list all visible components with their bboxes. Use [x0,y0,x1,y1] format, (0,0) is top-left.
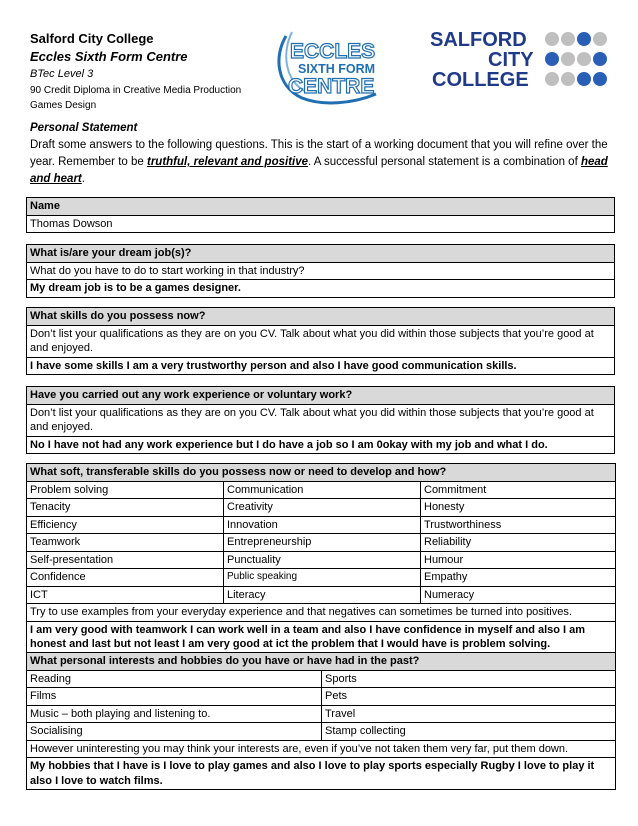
skill-row [27,569,616,587]
hobby-row [27,688,616,706]
pathway-title: Games Design [30,100,97,111]
skill-cell: Entrepreneurship [224,534,421,552]
course-level: BTec Level 3 [30,68,94,80]
skill-cell: Commitment [421,481,616,499]
skills-table [26,307,615,375]
skill-cell: ICT [27,586,224,604]
skill-cell: Creativity [224,499,421,517]
skill-cell: Punctuality [224,551,421,569]
salford-logo-line1: SALFORD [430,29,527,51]
personal-statement-title: Personal Statement [30,122,138,134]
name-heading: Name [27,198,615,216]
skills-prompt: Don’t list your qualifications as they are on you CV. Talk about what you did within those subjects that you’re good at and enjoyed. [27,325,615,357]
soft-skills-table [26,463,616,654]
hobby-cell: Reading [27,670,322,688]
dream-job-prompt: What do you have to do to start working in that industry? [27,262,615,280]
hobbies-heading: What personal interests and hobbies do you have or have had in the past? [27,653,616,671]
skills-heading: What skills do you possess now? [27,308,615,326]
skill-row [27,586,616,604]
skill-cell: Humour [421,551,616,569]
dream-job-answer[interactable]: My dream job is to be a games designer. [27,280,615,298]
ps-emphasis-1: truthful, relevant and positive [146,156,309,168]
eccles-logo-line1: ECCLES [290,40,376,63]
dream-job-table [26,244,615,298]
hobby-cell: Stamp collecting [322,723,616,741]
hobby-cell: Socialising [27,723,322,741]
hobby-cell: Pets [322,688,616,706]
hobbies-answer[interactable]: My hobbies that I have is I love to play games and also I love to play sports especially Rugby I love to play it also I love to watch films. [27,758,616,790]
skill-cell: Teamwork [27,534,224,552]
soft-skills-answer[interactable]: I am very good with teamwork I can work well in a team and also I have confidence in myself and also I am honest and last but not least I am very good at ict the problem that I would have is problem solving. [27,621,616,653]
eccles-logo-line3: CENTRE [288,75,375,98]
hobby-cell: Sports [322,670,616,688]
ps-emphasis-2: head and heart [30,156,608,185]
ps-text-a: Draft some answers to the following questions. This is the start of a working document that you will refine over the year. Remember to be [30,139,608,168]
work-experience-answer[interactable]: No I have not had any work experience but I do have a job so I am 0okay with my job and what I do. [27,436,615,454]
soft-skills-prompt: Try to use examples from your everyday experience and that negatives can sometimes be turned into positives. [27,604,616,622]
dream-job-heading: What is/are your dream job(s)? [27,245,615,263]
hobby-row [27,670,616,688]
skill-cell: Honesty [421,499,616,517]
eccles-logo-line2: SIXTH FORM [298,62,376,76]
salford-logo-line3: COLLEGE [432,69,529,91]
skill-cell: Innovation [224,516,421,534]
skill-cell: Numeracy [421,586,616,604]
work-experience-table [26,386,615,454]
hobby-row [27,705,616,723]
ps-text-b: . A successful personal statement is a combination of [308,156,581,168]
skill-cell: Reliability [421,534,616,552]
hobbies-prompt: However uninteresting you may think your interests are, even if you’ve not taken them very far, put them down. [27,740,616,758]
skill-cell: Empathy [421,569,616,587]
skill-cell: Communication [224,481,421,499]
name-value[interactable]: Thomas Dowson [27,215,615,233]
skills-answer[interactable]: I have some skills I am a very trustworthy person and also I have good communication skills. [27,357,615,375]
diploma-title: 90 Credit Diploma in Creative Media Production [30,85,242,96]
ps-text-c: . [81,173,85,185]
hobby-cell: Travel [322,705,616,723]
skill-cell: Self-presentation [27,551,224,569]
work-experience-prompt: Don’t list your qualifications as they are on you CV. Talk about what you did within those subjects that you’re good at and enjoyed. [27,404,615,436]
hobby-cell: Films [27,688,322,706]
eccles-logo [272,26,384,106]
skill-cell: Tenacity [27,499,224,517]
hobby-row [27,723,616,741]
skill-cell: Problem solving [27,481,224,499]
soft-skills-heading: What soft, transferable skills do you possess now or need to develop and how? [27,464,616,482]
skill-cell: Confidence [27,569,224,587]
name-table [26,197,615,233]
college-name: Salford City College [30,31,154,46]
salford-logo-line2: CITY [488,49,534,71]
personal-statement-text [30,137,610,188]
work-experience-heading: Have you carried out any work experience or voluntary work? [27,387,615,405]
personal-statement-intro [30,120,610,188]
skill-cell: Public speaking [224,569,421,587]
skill-row [27,534,616,552]
skill-row [27,481,616,499]
skill-row [27,499,616,517]
hobby-cell: Music – both playing and listening to. [27,705,322,723]
skill-row [27,516,616,534]
document-header [30,30,241,113]
skill-cell: Literacy [224,586,421,604]
skill-row [27,551,616,569]
skill-cell: Trustworthiness [421,516,616,534]
salford-city-college-logo [430,28,610,92]
hobbies-table [26,652,616,790]
centre-name: Eccles Sixth Form Centre [30,49,188,64]
skill-cell: Efficiency [27,516,224,534]
